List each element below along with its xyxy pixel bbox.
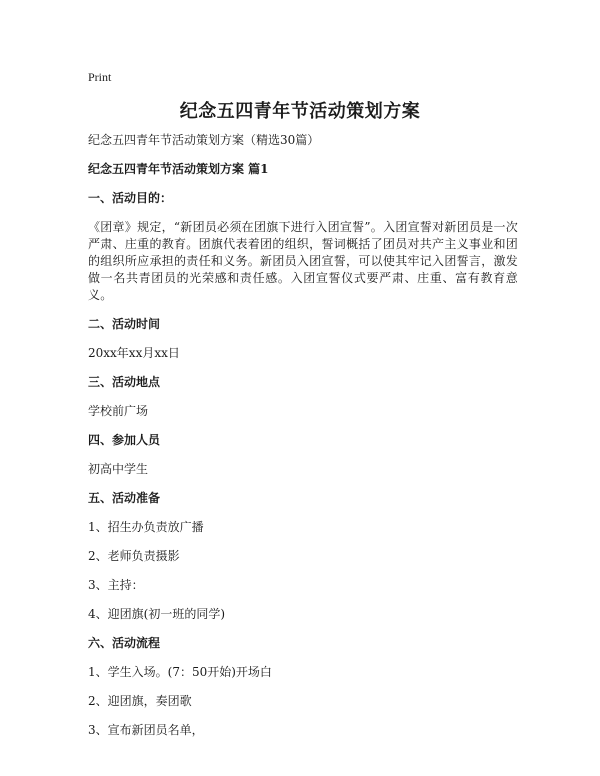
document-title: 纪念五四青年节活动策划方案 xyxy=(179,101,421,122)
list-item: 3、主持： xyxy=(88,578,144,592)
list-item: 1、招生办负责放广播 xyxy=(88,520,204,534)
list-item: 2、老师负责摄影 xyxy=(88,549,180,563)
location-value: 学校前广场 xyxy=(88,404,149,418)
print-label[interactable]: Print xyxy=(88,70,112,84)
list-item: 1、学生入场。(7：50开始)开场白 xyxy=(88,665,272,679)
section-heading-purpose: 一、活动目的： xyxy=(88,191,173,205)
section-heading-process: 六、活动流程 xyxy=(88,636,161,650)
article-heading: 纪念五四青年节活动策划方案 篇1 xyxy=(88,162,269,176)
document-body xyxy=(88,132,518,751)
section-heading-participants: 四、参加人员 xyxy=(88,433,161,447)
section-heading-time: 二、活动时间 xyxy=(88,317,161,331)
list-item: 3、宣布新团员名单， xyxy=(88,723,204,737)
purpose-paragraph: 《团章》规定，“新团员必须在团旗下进行入团宣誓”。入团宣誓对新团员是一次严肃、庄重的教育。团旗代表着团的组织，誓词概括了团员对共产主义事业和团的组织所应承担的责任和义务。新团员入团宣誓，可以使其牢记入团誓言，激发做一名共青团员的光荣感和责任感。入团宣誓仪式要严肃、庄重、富有教育意义。 xyxy=(88,220,518,302)
participants-value: 初高中学生 xyxy=(88,462,149,476)
document-subtitle: 纪念五四青年节活动策划方案（精选30篇） xyxy=(88,133,320,147)
time-value: 20xx年xx月xx日 xyxy=(88,346,180,360)
section-heading-preparation: 五、活动准备 xyxy=(88,491,161,505)
list-item: 4、迎团旗(初一班的同学) xyxy=(88,607,225,621)
section-heading-location: 三、活动地点 xyxy=(88,375,161,389)
list-item: 2、迎团旗，奏团歌 xyxy=(88,694,192,708)
